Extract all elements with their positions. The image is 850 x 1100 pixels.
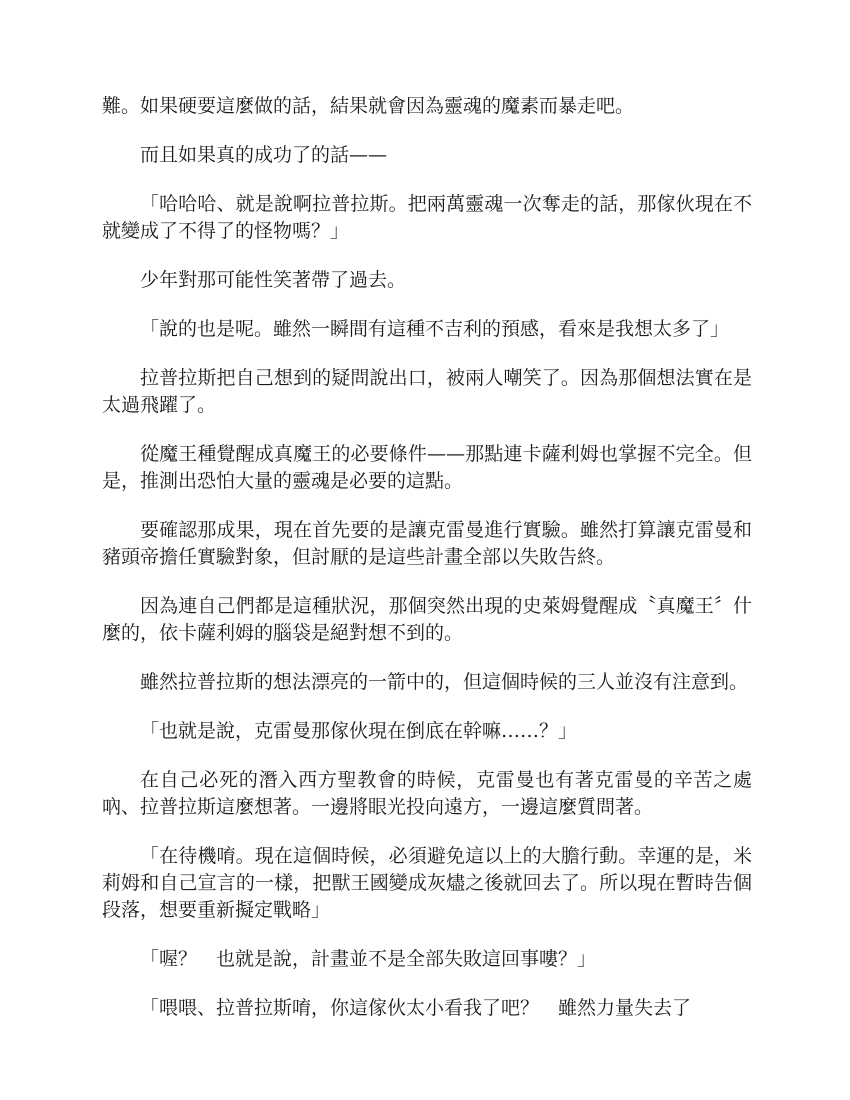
body-text	[102, 93, 752, 1044]
paragraph-9: 因為連自己們都是這種狀況，那個突然出現的史萊姆覺醒成〝真魔王〞什麼的，依卡薩利姆的腦袋是絕對想不到的。	[102, 595, 752, 644]
paragraph-2: 而且如果真的成功了的話——	[140, 144, 388, 166]
paragraph-10: 雖然拉普拉斯的想法漂亮的一箭中的，但這個時候的三人並沒有注意到。	[140, 671, 749, 693]
paragraph-15: 「喂喂、拉普拉斯唷，你這傢伙太小看我了吧？ 雖然力量失去了	[140, 997, 692, 1019]
paragraph-12: 在自己必死的潛入西方聖教會的時候，克雷曼也有著克雷曼的辛苦之處吶、拉普拉斯這麼想著。一邊將眼光投向遠方，一邊這麼質問著。	[102, 769, 752, 818]
paragraph-4: 少年對那可能性笑著帶了過去。	[140, 269, 407, 291]
paragraph-14: 「喔？ 也就是說，計畫並不是全部失敗這回事嘍？」	[140, 948, 597, 970]
paragraph-3: 「哈哈哈、就是說啊拉普拉斯。把兩萬靈魂一次奪走的話，那傢伙現在不就變成了不得了的怪物嗎？」	[102, 193, 752, 242]
paragraph-8: 要確認那成果，現在首先要的是讓克雷曼進行實驗。雖然打算讓克雷曼和豬頭帝擔任實驗對象，但討厭的是這些計畫全部以失敗告終。	[102, 519, 752, 568]
paragraph-5: 「說的也是呢。雖然一瞬間有這種不吉利的預感，看來是我想太多了」	[140, 318, 730, 340]
paragraph-6: 拉普拉斯把自己想到的疑問說出口，被兩人嘲笑了。因為那個想法實在是太過飛躍了。	[102, 367, 752, 416]
paragraph-11: 「也就是說，克雷曼那傢伙現在倒底在幹嘛……？」	[140, 720, 578, 742]
paragraph-1: 難。如果硬要這麼做的話，結果就會因為靈魂的魔素而暴走吧。	[102, 95, 635, 117]
paragraph-7: 從魔王種覺醒成真魔王的必要條件——那點連卡薩利姆也掌握不完全。但是，推測出恐怕大量的靈魂是必要的這點。	[102, 443, 752, 492]
paragraph-13: 「在待機唷。現在這個時候，必須避免這以上的大膽行動。幸運的是，米莉姆和自己宣言的一樣，把獸王國變成灰燼之後就回去了。所以現在暫時告個段落，想要重新擬定戰略」	[102, 845, 752, 921]
